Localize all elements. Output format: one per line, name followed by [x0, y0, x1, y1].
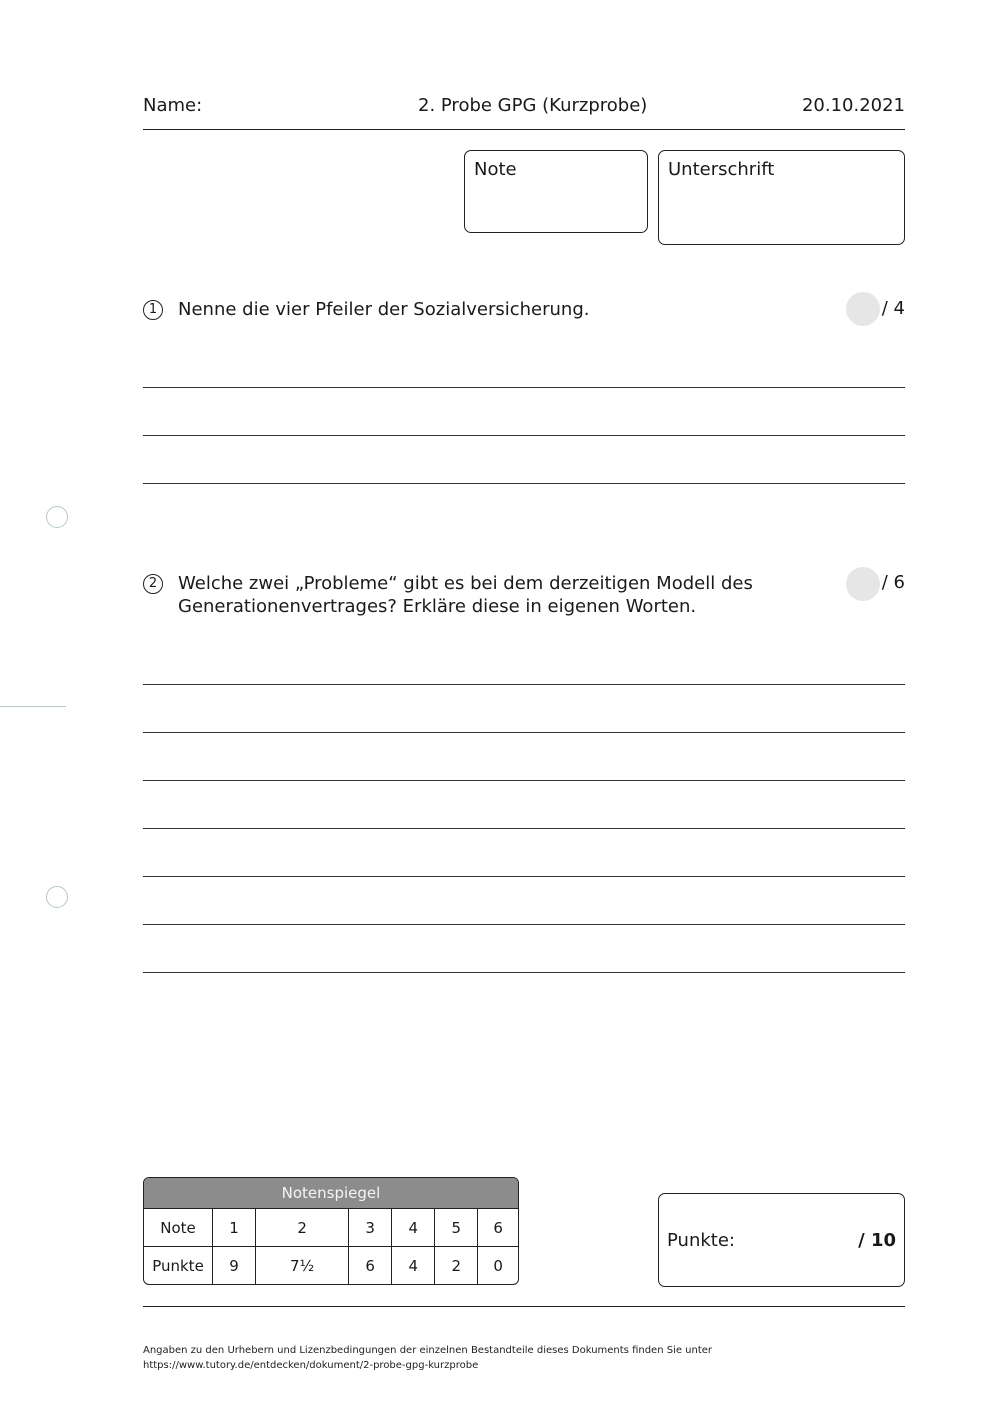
grade-cell: 2 [256, 1209, 349, 1247]
points-cell: 7½ [256, 1247, 349, 1284]
punch-hole-mark-top [46, 506, 68, 528]
question-2-score-field[interactable] [846, 567, 880, 601]
points-row-label: Punkte [144, 1247, 213, 1284]
grade-box-label: Note [474, 159, 517, 180]
answer-line[interactable] [143, 972, 905, 973]
question-2-text [178, 572, 753, 618]
signature-box-label: Unterschrift [668, 159, 775, 180]
points-row [144, 1247, 518, 1284]
question-1-max-points: / 4 [881, 298, 905, 319]
question-2-text-line-1: Welche zwei „Probleme“ gibt es bei dem derzeitigen Modell des [178, 573, 753, 594]
question-1-text: Nenne die vier Pfeiler der Sozialversicherung. [178, 299, 590, 320]
answer-line[interactable] [143, 684, 905, 685]
punch-hole-mark-bottom [46, 886, 68, 908]
points-cell: 9 [213, 1247, 256, 1284]
grade-cell: 5 [435, 1209, 478, 1247]
answer-line[interactable] [143, 924, 905, 925]
grade-cell: 1 [213, 1209, 256, 1247]
answer-line[interactable] [143, 876, 905, 877]
fold-mark [0, 706, 66, 707]
grade-scale-table [143, 1177, 519, 1285]
question-2-max-points: / 6 [881, 572, 905, 593]
total-points-label: Punkte: [667, 1230, 735, 1251]
question-1-number: 1 [143, 300, 163, 320]
points-cell: 2 [435, 1247, 478, 1284]
question-1-score-field[interactable] [846, 292, 880, 326]
question-2-number: 2 [143, 574, 163, 594]
points-cell: 4 [392, 1247, 435, 1284]
grade-box[interactable] [464, 150, 648, 233]
grade-row-label: Note [144, 1209, 213, 1247]
grade-cell: 3 [349, 1209, 392, 1247]
grade-cell: 6 [478, 1209, 518, 1247]
answer-line[interactable] [143, 780, 905, 781]
document-title: 2. Probe GPG (Kurzprobe) [418, 95, 648, 116]
grade-scale-title: Notenspiegel [144, 1178, 518, 1209]
license-text: Angaben zu den Urhebern und Lizenzbedingungen der einzelnen Bestandteile dieses Dokuments finden Sie unter [143, 1345, 713, 1356]
signature-box[interactable] [658, 150, 905, 245]
grade-row [144, 1209, 518, 1247]
name-label: Name: [143, 95, 203, 116]
grade-cell: 4 [392, 1209, 435, 1247]
answer-line[interactable] [143, 732, 905, 733]
answer-line[interactable] [143, 387, 905, 388]
total-points-max: / 10 [858, 1230, 896, 1251]
document-date: 20.10.2021 [801, 95, 905, 116]
header-divider [143, 129, 905, 130]
points-cell: 0 [493, 1256, 503, 1275]
answer-line[interactable] [143, 483, 905, 484]
footer-divider [143, 1306, 905, 1307]
question-2-text-line-2: Generationenvertrages? Erkläre diese in eigenen Worten. [178, 596, 697, 617]
license-footer [143, 1343, 712, 1373]
points-cell: 6 [349, 1247, 392, 1284]
license-url[interactable]: https://www.tutory.de/entdecken/dokument/2-probe-gpg-kurzprobe [143, 1360, 479, 1371]
total-points-box[interactable] [658, 1193, 905, 1287]
answer-line[interactable] [143, 435, 905, 436]
answer-line[interactable] [143, 828, 905, 829]
